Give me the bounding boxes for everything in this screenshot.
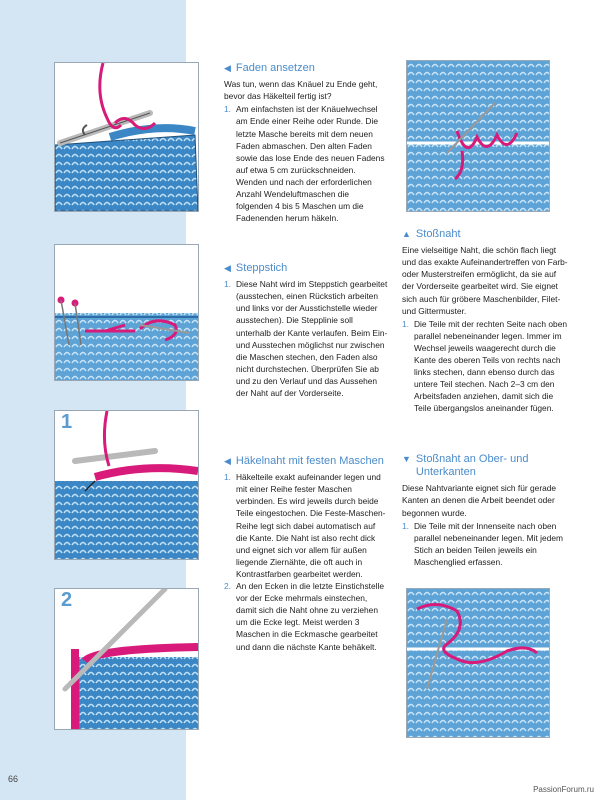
section-stossnaht: [402, 228, 568, 415]
illustration-stossnaht-ober-unterkanten: [406, 588, 550, 738]
triangle-up-icon: ▲: [402, 229, 411, 239]
section-steppstich: [224, 262, 388, 399]
list-item: 2. An den Ecken in die letzte Einstichstelle vor der Ecke mehrmals einstechen, damit sich die Naht ohne zu verziehen um die Ecke legt. Meist werden 3 Maschen in die Eckmasche gearbeitet und dann die nächste Kante behäkelt.: [224, 581, 385, 652]
intro-text: Diese Nahtvariante eignet sich für gerade Kanten an denen die Arbeit beendet oder begonnen wurde.: [402, 483, 557, 518]
list-item: 1. Die Teile mit der Innenseite nach oben parallel nebeneinander legen. Mit jedem Stich an beiden Teilen jeweils ein Maschenglied erfassen.: [402, 520, 563, 567]
crochet-illustration-icon: [55, 63, 198, 211]
triangle-left-icon: ◀: [224, 263, 231, 273]
section-haekelnaht: [224, 455, 388, 653]
step-number-2: 2: [61, 589, 73, 611]
triangle-down-icon: ▼: [402, 454, 411, 464]
step-number-1: 1: [61, 411, 73, 433]
section-faden-ansetzen: [224, 62, 388, 224]
intro-text: Was tun, wenn das Knäuel zu Ende geht, bevor das Häkelteil fertig ist?: [224, 79, 378, 102]
heading-stossnaht: ▲ Stoßnaht: [402, 228, 461, 240]
list-item: 1. Häkelteile exakt aufeinander legen und mit einer Reihe fester Maschen verbinden. Es wird jeweils durch beide Teile eingestochen. Die Feste-Maschen-Reihe legt sich dabei automatisch auf die Kante. Die Naht ist also recht dick und eignet sich vor allem für außen liegende Ziernähte, die oft auch in Kontrastfarben gearbeitet werden.: [224, 472, 386, 579]
watermark: PassionForum.ru: [533, 785, 594, 794]
triangle-left-icon: ◀: [224, 456, 231, 466]
heading-stossnaht-ober-unterkanten: ▼ Stoßnaht an Ober- und Unterkanten: [402, 453, 529, 479]
heading-haekelnaht: ◀ Häkelnaht mit festen Maschen: [224, 455, 384, 467]
heading-steppstich: ◀ Steppstich: [224, 262, 288, 274]
illustration-steppstich: [54, 244, 199, 381]
illustration-haekelnaht-step2: [54, 588, 199, 730]
illustration-stossnaht: [406, 60, 550, 212]
list-item: 1. Diese Naht wird im Steppstich gearbeitet (ausstechen, einen Rückstich arbeiten und links vor der Ausstichstelle wieder ausstechen). Die Stepplinie soll unterhalb der Kante verlaufen. Beim Ein- und Ausstechen möglichst nur zwischen die Maschen stechen, den Faden also nicht durchstechen. Überprüfen Sie ab und zu den Verlauf und das Aussehen der Naht auf der Vorderseite.: [224, 279, 388, 399]
list-item: 1. Die Teile mit der rechten Seite nach oben parallel nebeneinander legen. Immer im Wechsel jeweils waagerecht durch die Kante des oberen Teils von rechts nach links stechen, dann ebenso durch das untere Teil stechen. Nach 2–3 cm den Arbeitsfaden anziehen, damit sich die Teile übergangslos aneinander fügen.: [402, 318, 568, 414]
section-stossnaht-ober-unterkanten: [402, 453, 568, 568]
heading-faden-ansetzen: ◀ Faden ansetzen: [224, 62, 315, 74]
illustration-haekelnaht-step1: [54, 410, 199, 560]
page-number: 66: [8, 774, 19, 784]
triangle-left-icon: ◀: [224, 63, 231, 73]
intro-text: Eine vielseitige Naht, die schön flach liegt und das exakte Aufeinandertreffen von Farb- oder Musterstreifen ermöglicht, da sie auf der Vorderseite gearbeitet wird. Sie eignet sich auch für gröbere Maschenbilder, Filet- und Gittermuster.: [402, 245, 568, 316]
illustration-faden-ansetzen: [54, 62, 199, 212]
list-item: 1. Am einfachsten ist der Knäuelwechsel am Ende einer Reihe oder Runde. Die letzte Masche bereits mit dem neuen Faden abmaschen. Den alten Faden sowie das lose Ende des neuen Fadens auf etwa 5 cm zurückschneiden. Wenden und nach der erforderlichen Anzahl Wendeluftmaschen die folgenden 4 bis 5 Maschen um die Fadenenden herum häkeln.: [224, 104, 385, 224]
